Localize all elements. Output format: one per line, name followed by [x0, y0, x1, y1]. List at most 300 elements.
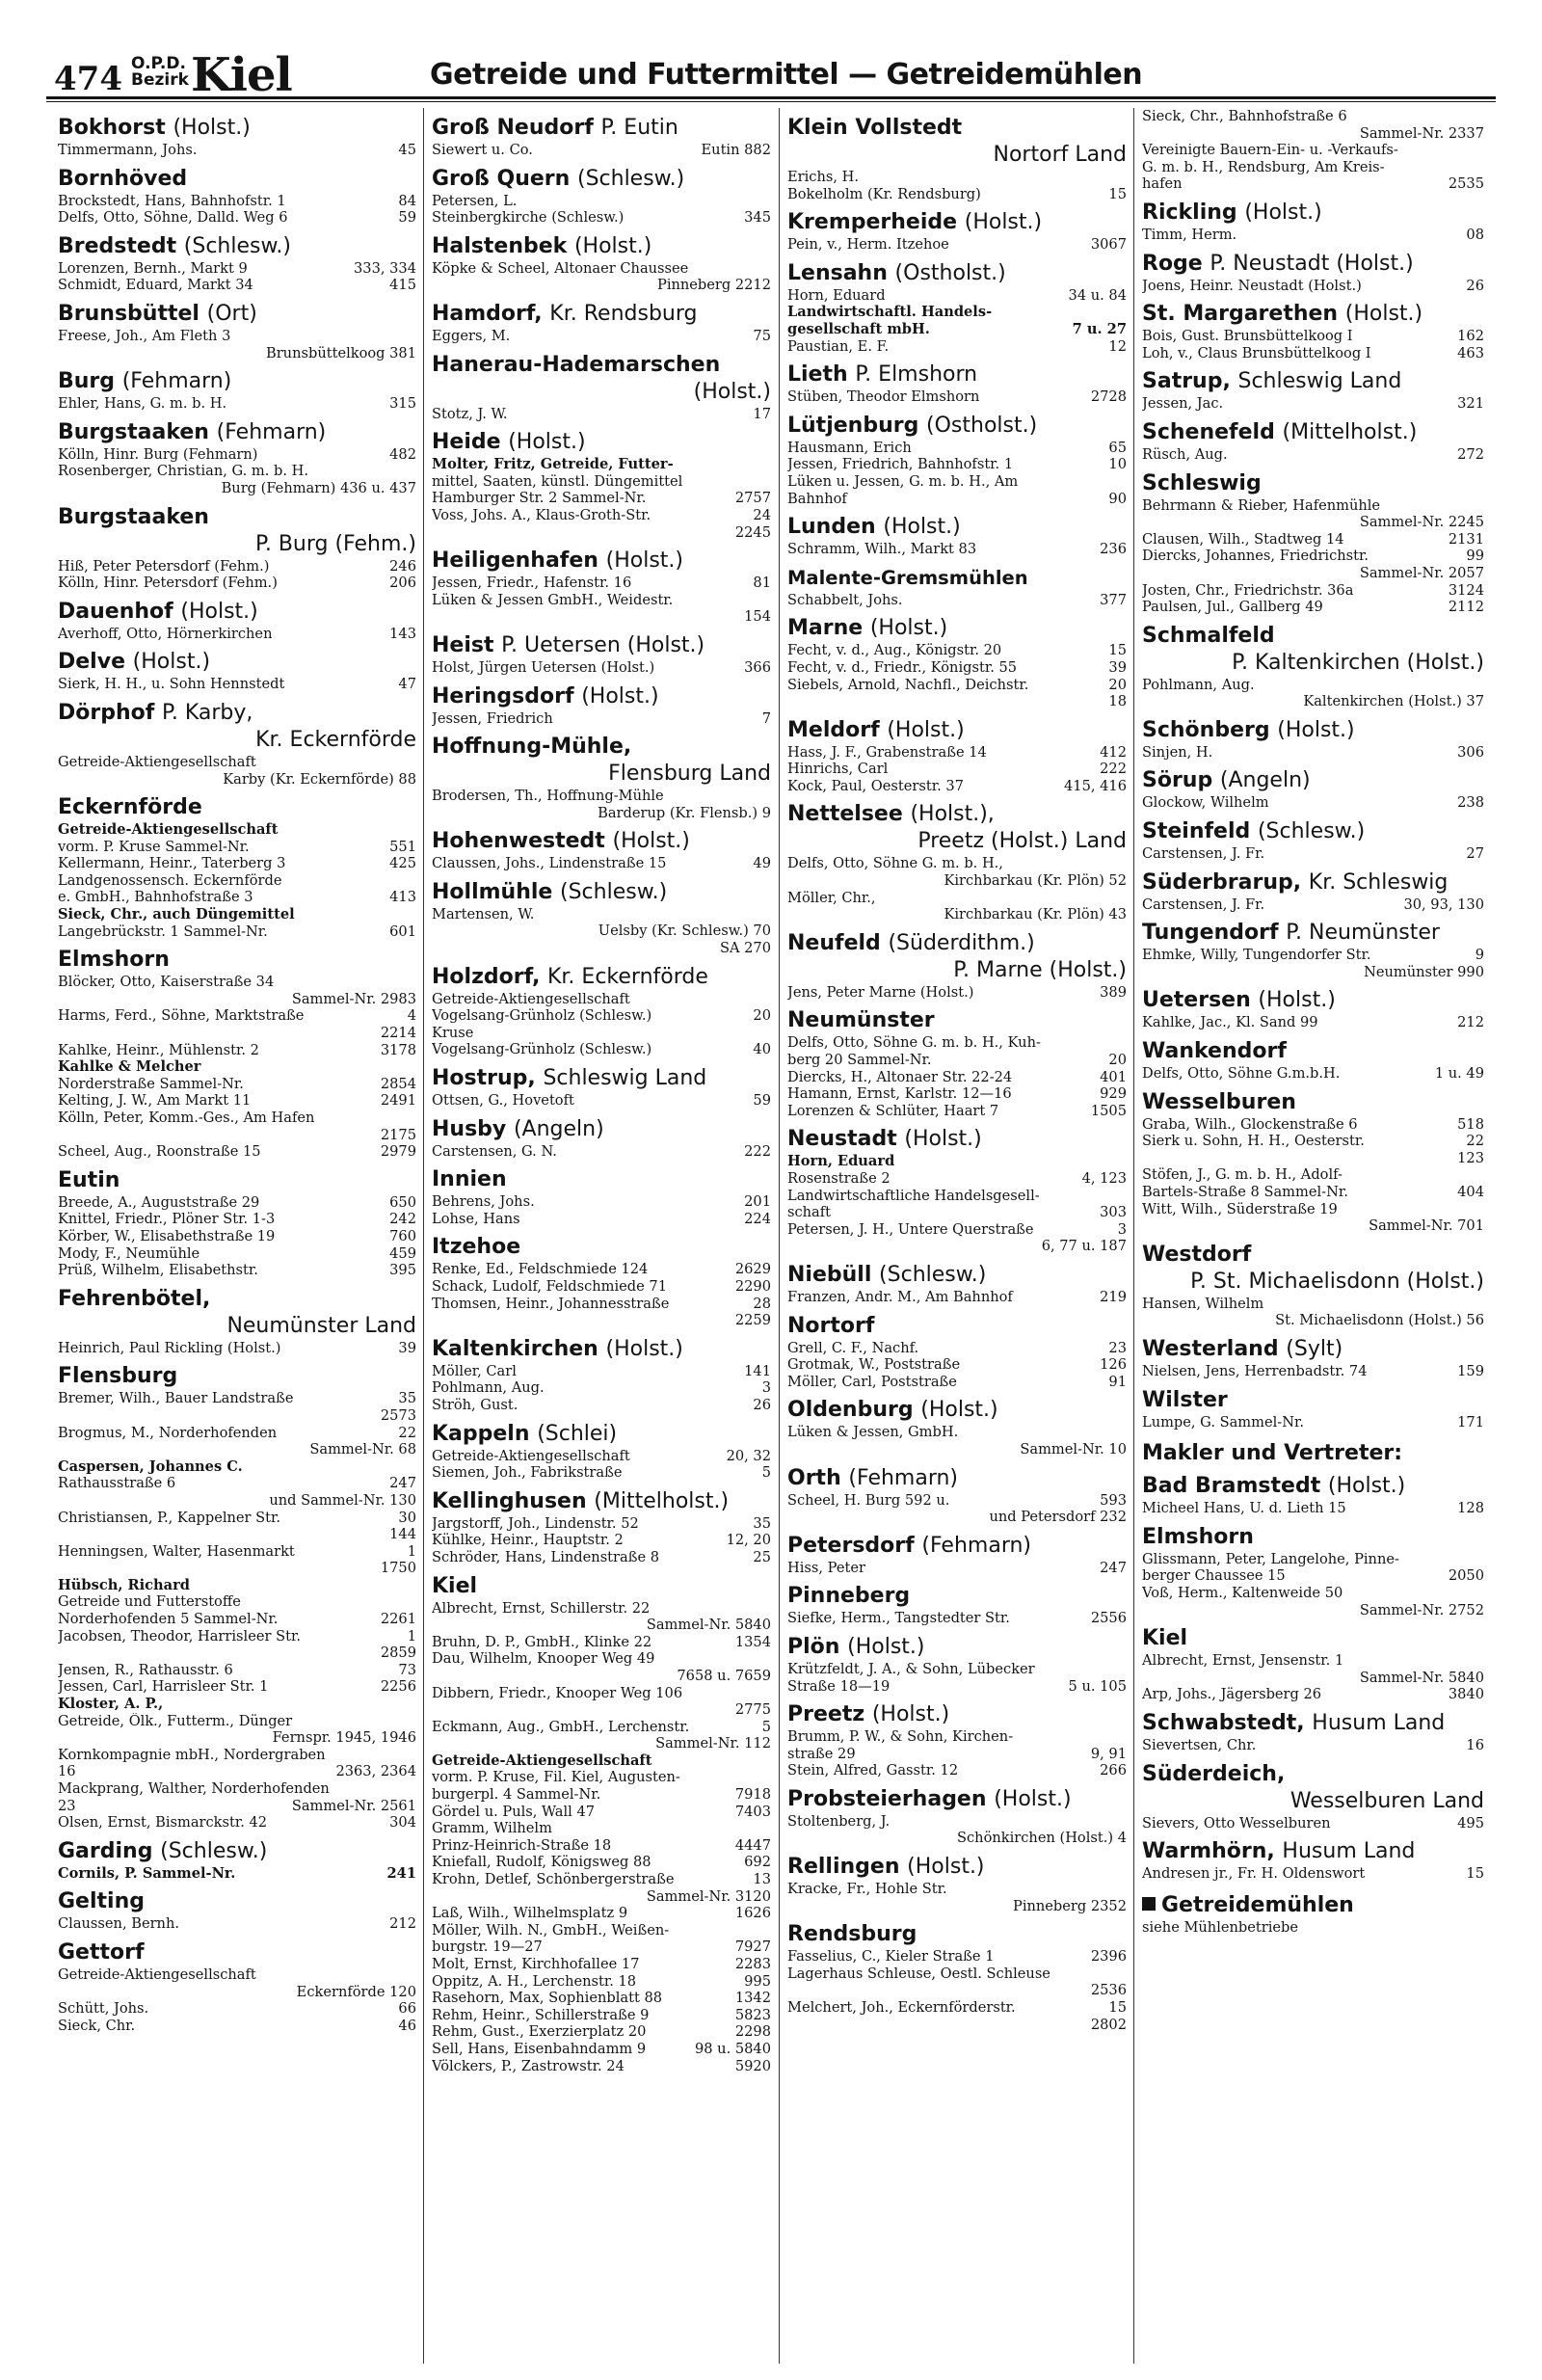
entry-phone: 10 — [1108, 456, 1127, 473]
entry-phone: 2245 — [734, 523, 771, 541]
entry-text: Kahlke & Melcher — [58, 1058, 201, 1076]
place-locality: (Holst.) — [693, 379, 771, 404]
place-heading — [787, 413, 1127, 439]
entry-phone: 4 — [407, 1007, 416, 1025]
entry-text: Averhoff, Otto, Hörnerkirchen — [58, 625, 273, 642]
entry-text: Schack, Ludolf, Feldschmiede 71 — [432, 1278, 667, 1295]
list-item — [58, 328, 416, 345]
list-item — [432, 2007, 771, 2024]
list-item — [58, 1747, 416, 1764]
header-rule-thin — [46, 101, 1496, 102]
entry-phone: 30, 93, 130 — [1403, 896, 1484, 913]
entry-phone: 17 — [753, 405, 771, 422]
list-item — [1142, 1065, 1484, 1083]
place-heading-continuation — [58, 531, 416, 557]
entry-phone: 412 — [1100, 743, 1127, 761]
entry-phone: 5 — [761, 1464, 771, 1482]
entry-phone: 760 — [389, 1227, 416, 1244]
list-item — [432, 710, 771, 728]
list-item — [58, 923, 416, 941]
list-item — [787, 1881, 1127, 1898]
place-name: Heide — [432, 430, 501, 455]
list-item — [432, 592, 771, 609]
place-heading — [432, 166, 771, 192]
list-item — [787, 491, 1127, 508]
entry-phone: 2050 — [1448, 1567, 1484, 1585]
entry-phone: 241 — [386, 1864, 416, 1882]
entry-text: Carstensen, G. N. — [432, 1142, 557, 1160]
entry-text: Heinrich, Paul Rickling (Holst.) — [58, 1339, 281, 1356]
entry-text: Köpke & Scheel, Altonaer Chaussee — [432, 259, 689, 277]
place-heading — [432, 1166, 771, 1192]
list-item — [787, 1610, 1127, 1627]
entry-text: Getreide-Aktiengesellschaft — [58, 753, 256, 770]
entry-phone: 1 — [407, 1542, 416, 1560]
list-item — [1142, 1686, 1484, 1703]
place-name: Uetersen — [1142, 988, 1251, 1013]
entry-text: Ströh, Gust. — [432, 1396, 518, 1413]
list-item — [1142, 1414, 1484, 1431]
entry-text: Lorenzen, Bernh., Markt 9 — [58, 259, 248, 277]
place-locality: (Ostholst.) — [894, 260, 1006, 285]
place-locality: (Schlei) — [537, 1421, 618, 1446]
place-locality: (Mittelholst.) — [594, 1488, 730, 1513]
place-heading — [1142, 623, 1484, 649]
entry-text: Lorenzen & Schlüter, Haart 7 — [787, 1102, 999, 1119]
entry-text: Getreide-Aktiengesellschaft — [432, 1447, 630, 1464]
place-heading — [1142, 987, 1484, 1013]
entry-phone: 222 — [744, 1142, 771, 1160]
entry-phone: Sammel-Nr. 2245 — [1359, 514, 1484, 531]
list-item — [432, 1532, 771, 1549]
list-item — [58, 771, 416, 789]
entry-phone: 143 — [389, 625, 416, 642]
entry-text: Mody, F., Neumühle — [58, 1244, 200, 1262]
place-locality: (Holst.) — [1327, 1474, 1406, 1499]
entry-text: burgstr. 19—27 — [432, 1939, 543, 1956]
place-heading — [432, 828, 771, 854]
place-heading — [58, 700, 416, 726]
entry-phone: 34 u. 84 — [1068, 286, 1127, 304]
place-name: Schwabstedt, — [1142, 1710, 1305, 1735]
list-item — [787, 1356, 1127, 1374]
list-item — [58, 872, 416, 890]
entry-text: Albrecht, Ernst, Schillerstr. 22 — [432, 1599, 651, 1617]
place-name: Innien — [432, 1167, 507, 1192]
list-item — [432, 608, 771, 626]
place-name: Rickling — [1142, 200, 1237, 225]
list-item — [58, 1780, 416, 1798]
list-item — [58, 1526, 416, 1543]
entry-text: Kölln, Peter, Komm.-Ges., Am Hafen — [58, 1110, 315, 1126]
list-item — [432, 1278, 771, 1296]
list-item — [432, 1956, 771, 1973]
place-name: Petersdorf — [787, 1533, 915, 1558]
list-item — [1142, 845, 1484, 863]
entry-text: vorm. P. Kruse Sammel-Nr. — [58, 838, 250, 855]
entry-phone: 3067 — [1090, 236, 1127, 254]
entry-text: Getreide-Aktiengesellschaft — [432, 1752, 652, 1769]
place-locality: P. Karby, — [162, 700, 253, 725]
place-name: Pinneberg — [787, 1584, 911, 1609]
list-item — [58, 855, 416, 872]
entry-phone: 49 — [753, 855, 771, 872]
place-name: Bad Bramstedt — [1142, 1474, 1321, 1499]
place-locality: (Schlesw.) — [576, 166, 685, 191]
entry-text: Graba, Wilh., Glockenstraße 6 — [1142, 1115, 1358, 1133]
list-item — [1142, 1551, 1484, 1568]
place-heading — [58, 1939, 416, 1966]
entry-phone: 272 — [1457, 445, 1484, 463]
entry-text: Lumpe, G. Sammel-Nr. — [1142, 1413, 1304, 1431]
entry-text: Melchert, Joh., Eckernförderstr. — [787, 1999, 1016, 2017]
list-item — [432, 1888, 771, 1906]
place-name: Klein Vollstedt — [787, 116, 963, 140]
list-item — [787, 1289, 1127, 1306]
list-item — [1142, 227, 1484, 244]
list-item — [432, 1296, 771, 1313]
entry-phone: 18 — [1108, 693, 1127, 710]
place-name: Satrup, — [1142, 369, 1231, 394]
list-item — [58, 1245, 416, 1263]
list-item — [432, 940, 771, 957]
place-heading — [787, 1533, 1127, 1559]
entry-phone: 30 — [398, 1509, 416, 1526]
entry-text: Schmidt, Eduard, Markt 34 — [58, 277, 253, 294]
entry-text: Renke, Ed., Feldschmiede 124 — [432, 1261, 649, 1278]
entry-phone: 247 — [1100, 1559, 1127, 1576]
list-item — [58, 1340, 416, 1357]
entry-text: Olsen, Ernst, Bismarckstr. 42 — [58, 1814, 268, 1832]
place-locality: (Angeln) — [1219, 768, 1311, 793]
place-locality: (Süderdithm.) — [888, 930, 1035, 955]
place-heading — [1142, 251, 1484, 277]
entry-phone: 26 — [753, 1396, 771, 1413]
entry-phone: 389 — [1100, 983, 1127, 1001]
list-item — [1142, 565, 1484, 582]
place-name: Husby — [432, 1116, 507, 1141]
entry-phone: Sammel-Nr. 2561 — [291, 1797, 416, 1814]
place-heading-continuation — [1142, 1788, 1484, 1814]
place-locality: (Holst.) — [920, 1398, 998, 1423]
place-locality: (Holst.) — [180, 599, 258, 624]
list-item — [58, 575, 416, 592]
list-item — [58, 1984, 416, 2001]
list-item — [58, 277, 416, 294]
place-name: Burg — [58, 369, 116, 394]
list-item — [787, 1069, 1127, 1086]
place-name: Warmhörn, — [1142, 1839, 1275, 1864]
entry-phone: 3178 — [380, 1041, 416, 1058]
entry-phone: 212 — [1457, 1014, 1484, 1031]
place-name: Schmalfeld — [1142, 623, 1275, 648]
place-name: Heringsdorf — [432, 683, 574, 709]
place-heading — [1142, 1336, 1484, 1362]
list-item — [787, 1052, 1127, 1069]
place-locality: (Schlesw.) — [1257, 819, 1366, 844]
list-item — [787, 1830, 1127, 1847]
entry-phone: Sammel-Nr. 68 — [309, 1441, 416, 1458]
place-name: Getreidemühlen — [1161, 1892, 1354, 1917]
place-name: Wankendorf — [1142, 1039, 1287, 1064]
list-item — [432, 1650, 771, 1668]
place-locality: (Holst.) — [871, 1702, 950, 1727]
entry-phone: 99 — [1466, 548, 1484, 565]
place-heading — [787, 930, 1127, 956]
entry-phone: 266 — [1100, 1762, 1127, 1779]
list-item — [58, 1593, 416, 1611]
entry-text: Petersen, L. — [432, 192, 518, 209]
list-item — [58, 1025, 416, 1042]
entry-text: Claussen, Bernh. — [58, 1915, 179, 1933]
list-item — [1142, 1737, 1484, 1754]
entry-text: Jessen, Jac. — [1142, 395, 1224, 413]
place-heading — [58, 166, 416, 192]
list-item — [58, 991, 416, 1008]
entry-phone: 224 — [744, 1210, 771, 1227]
place-name: Gelting — [58, 1889, 145, 1914]
list-item — [58, 839, 416, 856]
entry-phone: 401 — [1100, 1068, 1127, 1085]
entry-text: Paustian, E. F. — [787, 337, 890, 355]
place-heading — [787, 1313, 1127, 1339]
entry-text: Lüken & Jessen GmbH., Weidestr. — [432, 591, 674, 608]
entry-phone: 425 — [389, 855, 416, 872]
entry-text: Stotz, J. W. — [432, 405, 508, 422]
place-name: Flensburg — [58, 1364, 178, 1389]
entry-text: Siebels, Arnold, Nachfl., Deichstr. — [787, 676, 1029, 693]
entry-text: Jacobsen, Theodor, Harrisleer Str. — [58, 1627, 301, 1645]
entry-text: Horn, Eduard — [787, 286, 886, 304]
list-item — [1142, 1150, 1484, 1167]
list-item — [432, 1922, 771, 1939]
entry-phone: Burg (Fehmarn) 436 u. 437 — [221, 479, 416, 496]
entry-text: Clausen, Wilh., Stadtweg 14 — [1142, 530, 1344, 548]
place-locality: P. Burg (Fehm.) — [255, 531, 416, 556]
entry-text: Ehmke, Willy, Tungendorfer Str. — [1142, 947, 1371, 964]
entry-text: Körber, W., Elisabethstraße 19 — [58, 1227, 276, 1244]
entry-text: Sinjen, H. — [1142, 743, 1213, 761]
list-item — [787, 440, 1127, 457]
place-locality: (Holst.) — [887, 717, 965, 742]
place-name: Orth — [787, 1465, 841, 1490]
place-heading — [432, 1234, 771, 1260]
entry-phone: Sammel-Nr. 112 — [655, 1735, 771, 1752]
place-heading — [1142, 1838, 1484, 1864]
entry-text: Behrmann & Rieber, Hafenmühle — [1142, 496, 1381, 514]
list-item — [58, 209, 416, 227]
entry-phone: 518 — [1457, 1115, 1484, 1133]
entry-phone: 90 — [1108, 490, 1127, 507]
place-locality: Nortorf Land — [993, 143, 1127, 167]
place-heading — [432, 1573, 771, 1599]
list-item — [787, 1103, 1127, 1120]
place-heading — [432, 352, 771, 378]
list-item — [432, 142, 771, 159]
entry-text: 23 — [58, 1797, 76, 1814]
list-item — [1142, 599, 1484, 616]
list-item — [432, 277, 771, 294]
place-heading — [1142, 200, 1484, 226]
place-name: Elmshorn — [58, 948, 170, 973]
entry-phone: 7658 u. 7659 — [677, 1667, 771, 1684]
list-item — [58, 1611, 416, 1628]
place-locality: (Holst.) — [964, 210, 1043, 235]
list-item — [432, 1363, 771, 1380]
place-heading — [1142, 1524, 1484, 1550]
entry-text: Kruse — [432, 1024, 474, 1041]
list-item — [787, 1034, 1127, 1052]
place-heading — [787, 514, 1127, 540]
entry-phone: 15 — [1108, 1999, 1127, 2017]
list-item — [432, 490, 771, 507]
list-item — [1142, 345, 1484, 362]
entry-phone: 15 — [1108, 642, 1127, 659]
list-item — [1142, 328, 1484, 345]
entry-text: Martensen, W. — [432, 905, 535, 923]
entry-phone: 15 — [1466, 1865, 1484, 1883]
entry-text: Kahlke, Heinr., Mühlenstr. 2 — [58, 1041, 259, 1058]
entry-text: Möller, Chr., — [787, 889, 876, 906]
place-locality: (Fehmarn) — [216, 419, 327, 444]
place-name: Dauenhof — [58, 599, 173, 624]
list-item — [787, 906, 1127, 923]
place-name: Schenefeld — [1142, 419, 1275, 444]
entry-text: Holst, Jürgen Uetersen (Holst.) — [432, 658, 655, 676]
entry-text: Glockow, Wilhelm — [1142, 794, 1269, 812]
entry-text: Behrens, Johs. — [432, 1193, 535, 1211]
entry-phone: 1 — [407, 1627, 416, 1645]
entry-text: Lohse, Hans — [432, 1210, 520, 1227]
place-heading — [432, 301, 771, 327]
entry-text: Getreide, Ölk., Futterm., Dünger — [58, 1712, 293, 1729]
entry-phone: 13 — [753, 1871, 771, 1888]
list-item — [58, 626, 416, 643]
entry-text: burgerpl. 4 Sammel-Nr. — [432, 1786, 601, 1804]
list-item — [58, 821, 416, 839]
list-item — [432, 1973, 771, 1991]
list-item — [58, 2000, 416, 2018]
entry-phone: 144 — [389, 1526, 416, 1543]
entry-phone: 415, 416 — [1064, 777, 1127, 794]
entry-text: Landwirtschaftl. Handels- — [787, 304, 993, 321]
entry-text: Kellermann, Heinr., Taterberg 3 — [58, 855, 286, 872]
place-heading — [432, 1065, 771, 1091]
section-square-icon — [1142, 1897, 1156, 1911]
list-item — [1142, 531, 1484, 548]
entry-text: Bokelholm (Kr. Rendsburg) — [787, 185, 981, 202]
entry-phone: 9 — [1475, 947, 1484, 964]
list-item — [787, 744, 1127, 762]
list-item — [432, 1871, 771, 1888]
place-heading — [1142, 301, 1484, 327]
opd-label — [131, 56, 189, 89]
list-item — [432, 2041, 771, 2058]
entry-text: Jessen, Carl, Harrisleer Str. 1 — [58, 1678, 269, 1696]
entry-text: Schramm, Wilh., Markt 83 — [787, 541, 977, 558]
entry-text: Thomsen, Heinr., Johannesstraße — [432, 1295, 670, 1312]
entry-phone: 1750 — [380, 1560, 416, 1577]
entry-phone: 66 — [398, 2000, 416, 2018]
place-heading — [787, 361, 1127, 388]
list-item — [58, 345, 416, 362]
place-heading — [58, 1286, 416, 1312]
list-item — [58, 1628, 416, 1645]
entry-text: Sell, Hans, Eisenbahndamm 9 — [432, 2040, 647, 2057]
entry-text: Voß, Herm., Kaltenweide 50 — [1142, 1584, 1343, 1601]
entry-phone: 2131 — [1448, 530, 1484, 548]
entry-phone: 1 u. 49 — [1434, 1065, 1484, 1083]
entry-phone: 47 — [398, 676, 416, 693]
entry-phone: 171 — [1457, 1413, 1484, 1431]
entry-text: Bois, Gust. Brunsbüttelkoog I — [1142, 328, 1353, 345]
entry-phone: 5 — [761, 1718, 771, 1735]
list-item — [432, 1261, 771, 1278]
entry-phone: 45 — [398, 142, 416, 158]
entry-text: Josten, Chr., Friedrichstr. 36a — [1142, 581, 1354, 599]
place-heading — [787, 1786, 1127, 1812]
entry-text: Getreide-Aktiengesellschaft — [58, 1966, 256, 1983]
entry-text: Paulsen, Jul., Gallberg 49 — [1142, 599, 1323, 616]
place-locality: Flensburg Land — [608, 762, 771, 787]
entry-phone: Sammel-Nr. 701 — [1369, 1217, 1484, 1235]
entry-text: Schütt, Johs. — [58, 2000, 149, 2018]
entry-phone: 2256 — [380, 1678, 416, 1696]
entry-phone: Pinneberg 2212 — [657, 277, 771, 294]
entry-text: Loh, v., Claus Brunsbüttelkoog I — [1142, 344, 1371, 361]
entry-phone: 201 — [744, 1193, 771, 1211]
entry-phone: 4447 — [734, 1836, 771, 1854]
place-name: Rellingen — [787, 1855, 900, 1880]
list-item — [432, 1143, 771, 1161]
entry-text: Brockstedt, Hans, Bahnhofstr. 1 — [58, 192, 286, 209]
entry-text: hafen — [1142, 175, 1183, 193]
list-item — [1142, 1652, 1484, 1670]
place-name: Oldenburg — [787, 1398, 914, 1423]
entry-text: Delfs, Otto, Söhne, Dalld. Weg 6 — [58, 209, 288, 227]
place-name: Kaltenkirchen — [432, 1336, 598, 1361]
bezirk-text: Bezirk — [131, 70, 189, 90]
place-locality: Husum Land — [1312, 1710, 1446, 1735]
entry-text: Claussen, Johs., Lindenstraße 15 — [432, 855, 667, 872]
entry-phone: Pinneberg 2352 — [1013, 1897, 1127, 1914]
place-heading — [1142, 1038, 1484, 1064]
place-name: Brunsbüttel — [58, 301, 199, 326]
entry-text: Bruhn, D. P., GmbH., Klinke 22 — [432, 1633, 652, 1650]
entry-phone: 65 — [1108, 439, 1127, 456]
place-name: Sörup — [1142, 768, 1213, 793]
list-item — [1142, 159, 1484, 176]
list-item — [58, 1425, 416, 1442]
entry-phone: 7918 — [734, 1786, 771, 1804]
entry-phone: 206 — [389, 575, 416, 592]
entry-phone: 2757 — [734, 490, 771, 507]
place-heading — [1142, 368, 1484, 394]
list-item — [432, 406, 771, 423]
list-item — [787, 1374, 1127, 1391]
place-locality: (Schlesw.) — [879, 1262, 987, 1287]
list-item — [58, 1076, 416, 1093]
list-item — [432, 2023, 771, 2041]
header-rule — [46, 96, 1496, 99]
list-item — [787, 169, 1127, 186]
list-item — [787, 1153, 1127, 1170]
place-heading — [1142, 1625, 1484, 1651]
entry-phone: 3840 — [1448, 1686, 1484, 1703]
entry-text: Hiss, Peter — [787, 1559, 865, 1576]
column-divider — [779, 108, 780, 2364]
list-item — [58, 676, 416, 693]
